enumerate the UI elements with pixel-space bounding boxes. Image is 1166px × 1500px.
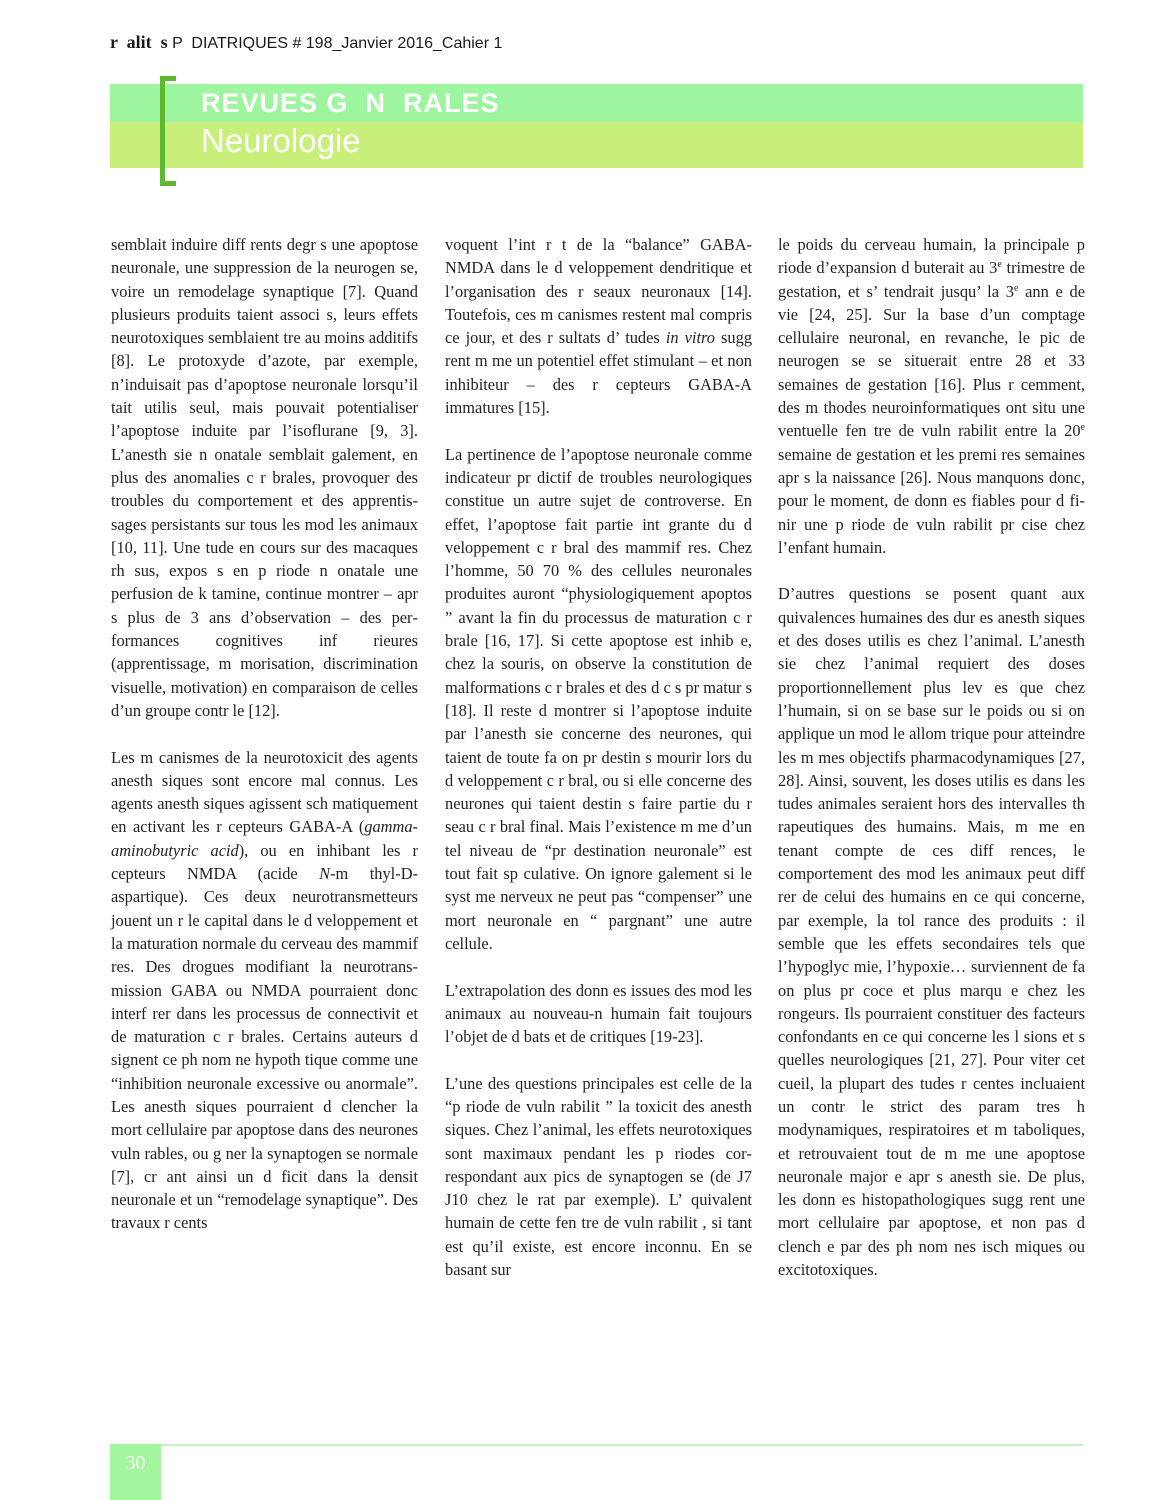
paragraph: Les m canismes de la neurotoxicit des agents anesth siques sont encore mal connus. Les agents anesth siques agissent sch matiquement en activant les r cepteurs GABA-A (gamma-aminobutyric acid), ou en inhibant les r cepteurs NMDA (acide N-m thyl-D-aspartique). Ces deux neurotransmetteurs jouent un r le capital dans le d veloppement et la maturation normale du cerveau des mammif res. Des drogues modifiant la neurotransmission GABA ou NMDA pourraient donc interf rer dans les processus de connectivit et de maturation c r brales. Certains auteurs d signent ce ph nom ne hypoth tique comme une “inhibition neuronale excessive ou anormale”. Les anesth siques pourraient d clencher la mort cellulaire par apoptose dans des neurones vuln rables, ou g ner la synaptogen se normale [7], cr ant ainsi un d ficit dans la densit neuronale et un “remodelage synaptique”. Des travaux r cents xyxy=(111,747,418,1233)
paragraph: L’une des questions principales est celle de la “p riode de vuln rabilit ” la toxicit des anesth siques. Chez l’animal, les effets neurotoxiques sont maximaux pendant les p riodes correspondant aux pics de synaptogen se (de J7 J10 chez le rat par exemple). L’ quivalent humain de cette fen tre de vuln rabilit , si tant est qu’il existe, est encore inconnu. En se basant sur xyxy=(445,1073,752,1280)
section-title: REVUES G N RALES xyxy=(201,88,500,118)
paragraph: semblait induire diff rents degr s une apoptose neuronale, une suppression de la neurogen se, voire un remodelage synaptique [7]. Quand plusieurs produits taient associ s, leurs effets neurotoxiques semblaient tre au moins additifs [8]. Le protoxyde d’azote, par exemple, n’induisait pas d’apoptose neuronale lorsqu’il tait utilis seul, mais pouvait potentialiser l’apoptose induite par l’isoflurane [9, 3]. L’anesth sie n onatale semblait galement, en plus des anomalies c r brales, provoquer des troubles du comportement et des apprentissages persistants sur tous les mod les animaux [10, 11]. Une tude en cours sur des macaques rh sus, expos s en p riode n onatale une perfusion de k tamine, continue montrer – apr s plus de 3 ans d’observation – des performances cognitives inf rieures (apprentissage, m morisation, discrimination visuelle, motivation) en comparaison de celles d’un groupe contr le [12]. xyxy=(111,235,418,720)
magazine-name: r alit s xyxy=(110,32,168,52)
paragraph: D’autres questions se posent quant aux quivalences humaines des dur es anesth siques et des doses utilis es chez l’animal. L’anesth sie chez l’animal requiert des doses proportionnellement plus lev es que chez l’humain, si on se base sur le poids ou si on applique un mod le allom trique pour atteindre les m mes objectifs pharmacodynamiques [27, 28]. Ainsi, souvent, les doses utilis es dans les tudes animales seraient hors des intervalles th rapeutiques des humains. Mais, m me en tenant compte de ces diff rences, le comportement des mod les animaux peut diff rer de celui des humains en ce qui concerne, par exemple, la tol rance des produits : il semble que les effets secondaires tels que l’hypoglyc mie, l’hypoxie… surviennent de fa on plus pr coce et plus marqu e chez les rongeurs. Ils pourraient constituer des facteurs confondants en ce qui concerne les l sions et s quelles neurologiques [21, 27]. Pour viter cet cueil, la plupart des tudes r centes incluaient un contr le strict des param tres h modynamiques, respiratoires et m taboliques, et retrouvaient tout de m me une apoptose neuronale major e apr s anesth sie. De plus, les donn es histopathologiques sugg rent une mort cellulaire par apoptose, et non pas d clench e par des ph nom nes isch miques ou excitotoxiques. xyxy=(778,584,1085,1280)
paragraph: le poids du cerveau humain, la principale p riode d’expansion d buterait au 3e trimestre de gestation, et s’ tendrait jusqu’ la 3e ann e de vie [24, 25]. Sur la base d’un comptage cellulaire neuronal, en revanche, le pic de neurogen se se situerait entre 28 et 33 semaines de gestation [16]. Plus r cemment, des m thodes neuroinformatiques ont situ une ventuelle fen tre de vuln rabilit entre la 20e semaine de gestation et les premi res semaines apr s la naissance [26]. Nous manquons donc, pour le moment, de donn es fiables pour d finir une p riode de vuln rabilit pr cise chez l’enfant humain. xyxy=(778,235,1085,557)
bracket-icon xyxy=(160,76,176,186)
page-number-box xyxy=(110,1444,161,1500)
page-number: 30 xyxy=(125,1452,146,1474)
text-column-2 xyxy=(445,233,752,1281)
running-head xyxy=(110,32,502,53)
text-column-3 xyxy=(778,233,1085,1281)
footer-rule xyxy=(161,1444,1083,1446)
paragraph: voquent l’int r t de la “balance” GABA-NMDA dans le d veloppement dendritique et l’organisation des r seaux neuronaux [14]. Toutefois, ces m canismes restent mal compris ce jour, et des r sultats d’ tudes in vitro sugg rent m me un potentiel effet stimulant – et non inhibiteur – des r cepteurs GABA-A immatures [15]. xyxy=(445,235,753,418)
paragraph: La pertinence de l’apoptose neuronale comme indicateur pr dictif de troubles neurologiques constitue un autre sujet de controverse. En effet, l’apoptose fait partie int grante du d veloppement c r bral des mammif res. Chez l’homme, 50 70 % des cellules neuronales produites auront “physiologiquement apoptos ” avant la fin du processus de maturation c r brale [16, 17]. Si cette apoptose est inhib e, chez la souris, on observe la constitution de malformations c r brales et des d c s pr matur s [18]. Il reste d montrer si l’apoptose induite par l’anesth sie concerne des neurones, qui taient de toute fa on pr destin s mourir lors du d veloppement c r bral, ou si elle concerne des neurones qui taient destin s faire partie du r seau c r bral final. Mais l’existence m me d’un tel niveau de “pr destination neuronale” est tout fait sp culative. On ignore galement si le syst me nerveux ne peut pas “compenser” une mort neuronale en “ pargnant” une autre cellule. xyxy=(445,444,752,953)
text-column-1 xyxy=(111,233,418,1235)
issue-info: P DIATRIQUES # 198_Janvier 2016_Cahier 1 xyxy=(167,35,503,52)
subsection-title: Neurologie xyxy=(201,122,361,159)
paragraph: L’extrapolation des donn es issues des mod les animaux au nouveau-n humain fait toujours l’objet de d bats et de critiques [19-23]. xyxy=(445,980,752,1047)
